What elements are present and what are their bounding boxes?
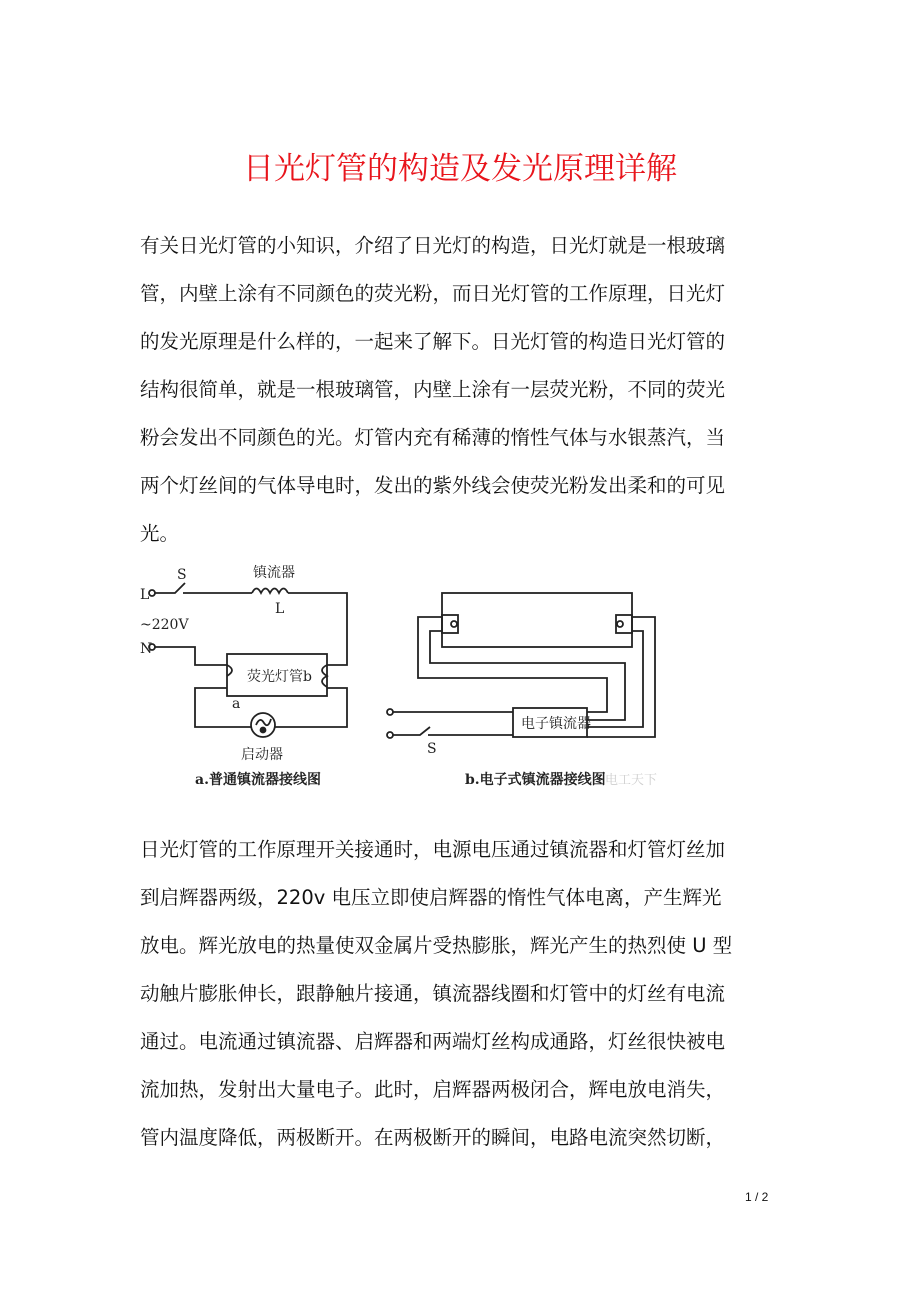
text-line: 粉会发出不同颜色的光。灯管内充有稀薄的惰性气体与水银蒸汽，当 — [140, 426, 726, 449]
text-line: 日光灯管的工作原理开关接通时，电源电压通过镇流器和灯管灯丝加 — [140, 838, 726, 861]
ordinary-ballast-diagram — [140, 564, 347, 788]
label-switch-b: S — [427, 741, 437, 757]
label-inductor: L — [275, 601, 285, 617]
label-tube: 荧光灯管b — [247, 669, 312, 685]
wiring-diagram — [135, 555, 835, 805]
watermark: 电工天下 — [605, 773, 658, 788]
label-live: L — [140, 587, 150, 603]
tube — [442, 593, 632, 647]
label-ballast: 镇流器 — [253, 565, 295, 581]
starter — [251, 713, 275, 737]
text-line: 动触片膨胀伸长，跟静触片接通，镇流器线圈和灯管中的灯丝有电流 — [140, 982, 726, 1005]
caption-a: a.普通镇流器接线图 — [195, 772, 321, 788]
text-line: 光。 — [140, 522, 180, 545]
text-line: 有关日光灯管的小知识，介绍了日光灯的构造，日光灯就是一根玻璃 — [140, 234, 726, 257]
page-number: 1 / 2 — [745, 1190, 769, 1204]
label-switch: S — [177, 567, 187, 583]
page-title: 日光灯管的构造及发光原理详解 — [243, 151, 677, 187]
text-line: 的发光原理是什么样的，一起来了解下。日光灯管的构造日光灯管的 — [140, 330, 726, 353]
text-line: 管内温度降低，两极断开。在两极断开的瞬间，电路电流突然切断， — [140, 1126, 726, 1149]
text-line: 到启辉器两级，220v 电压立即使启辉器的惰性气体电离，产生辉光 — [140, 886, 722, 909]
text-line: 通过。电流通过镇流器、启辉器和两端灯丝构成通路，灯丝很快被电 — [140, 1030, 726, 1053]
text-line: 放电。辉光放电的热量使双金属片受热膨胀，辉光产生的热烈使 U 型 — [140, 934, 733, 957]
text-line: 管，内壁上涂有不同颜色的荧光粉，而日光灯管的工作原理，日光灯 — [140, 282, 726, 305]
label-a: a — [232, 696, 241, 712]
text-line: 流加热，发射出大量电子。此时，启辉器两极闭合，辉电放电消失， — [140, 1078, 726, 1101]
electronic-ballast-diagram — [387, 593, 657, 788]
terminal-l — [149, 590, 155, 596]
label-neutral: N — [140, 641, 153, 657]
intro-paragraph — [140, 222, 790, 558]
principle-paragraph — [140, 826, 790, 1162]
label-starter: 启动器 — [241, 747, 283, 763]
text-line: 结构很简单，就是一根玻璃管，内壁上涂有一层荧光粉，不同的荧光 — [140, 378, 726, 401]
inductor-coil — [252, 589, 288, 594]
caption-b: b.电子式镇流器接线图 — [465, 772, 606, 788]
label-voltage: ~220V — [140, 617, 189, 633]
label-electronic-ballast: 电子镇流器 — [521, 716, 591, 732]
text-line: 两个灯丝间的气体导电时，发出的紫外线会使荧光粉发出柔和的可见 — [140, 474, 726, 497]
